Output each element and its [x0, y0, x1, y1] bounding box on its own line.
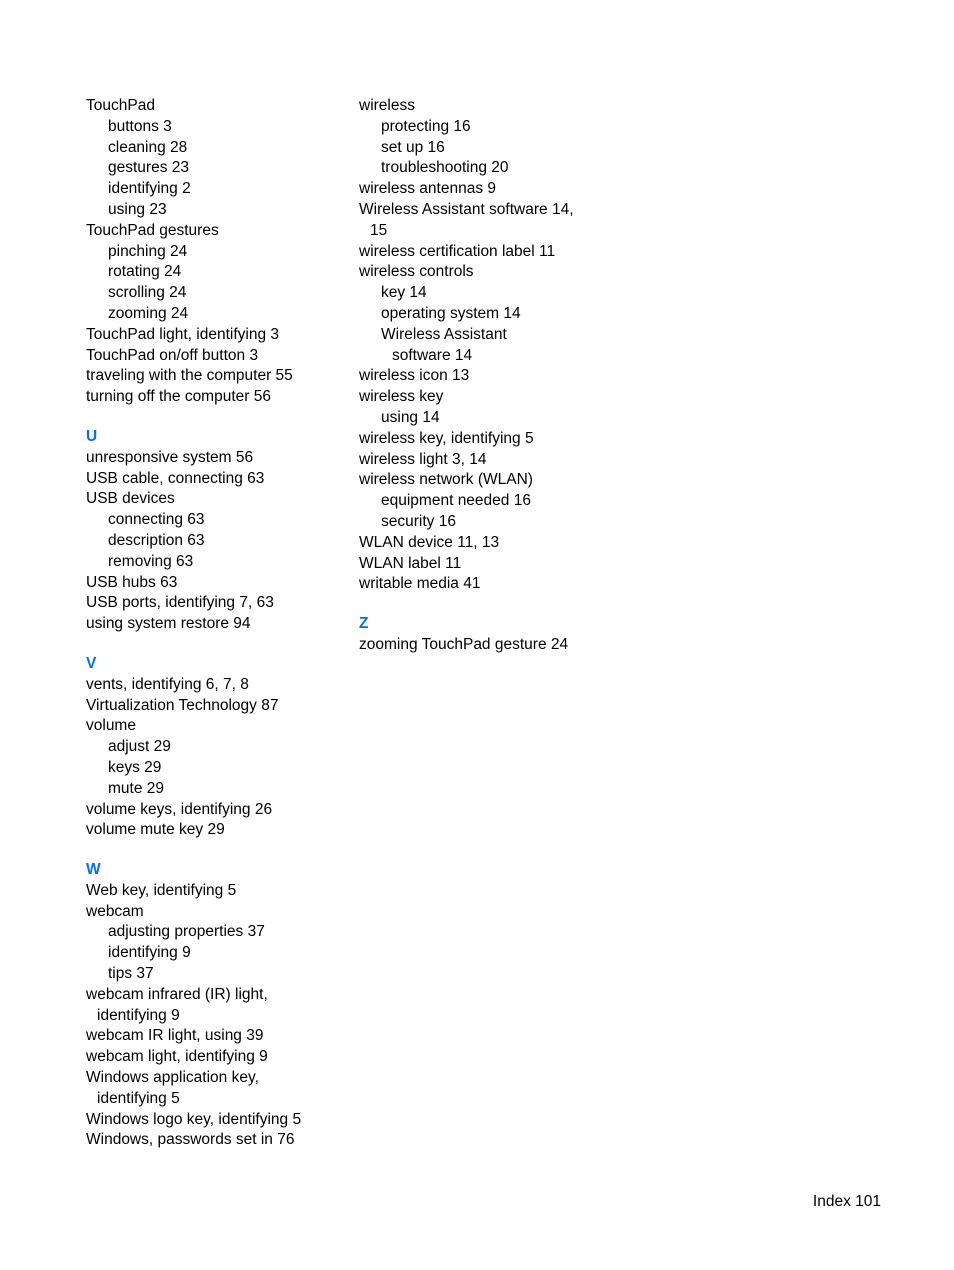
index-entry: TouchPad on/off button 3	[86, 346, 259, 364]
index-entry: unresponsive system 56	[86, 448, 254, 466]
index-subentry-continuation: software 14	[392, 346, 473, 364]
index-entry: wireless key	[359, 388, 444, 406]
index-entry: writable media 41	[359, 575, 481, 593]
index-subentry: rotating 24	[108, 263, 182, 281]
index-subentry: security 16	[381, 512, 456, 530]
index-subentry: using 23	[108, 200, 167, 218]
index-subentry: equipment needed 16	[381, 492, 531, 510]
index-entry: wireless controls	[359, 263, 474, 281]
index-entry: vents, identifying 6, 7, 8	[86, 675, 249, 693]
index-entry: Wireless Assistant software 14,	[359, 200, 574, 218]
index-entry: volume	[86, 717, 136, 735]
index-subentry: set up 16	[381, 138, 445, 156]
index-subentry: using 14	[381, 408, 440, 426]
index-subentry: pinching 24	[108, 242, 188, 260]
index-entry: volume keys, identifying 26	[86, 800, 273, 818]
index-letter-heading: U	[86, 427, 98, 445]
index-entry: webcam light, identifying 9	[86, 1048, 268, 1066]
index-entry: webcam infrared (IR) light,	[86, 985, 268, 1003]
index-entry: WLAN label 11	[359, 554, 462, 572]
index-entry: Windows, passwords set in 76	[86, 1131, 295, 1149]
index-entry: Virtualization Technology 87	[86, 696, 279, 714]
index-subentry: key 14	[381, 284, 427, 302]
index-subentry: adjust 29	[108, 738, 171, 756]
index-entry: wireless antennas 9	[359, 180, 496, 198]
index-subentry: tips 37	[108, 965, 154, 983]
index-subentry: keys 29	[108, 758, 162, 776]
index-letter-heading: W	[86, 861, 101, 879]
index-entry-continuation: 15	[370, 221, 388, 239]
index-column-right	[359, 96, 609, 656]
index-subentry: zooming 24	[108, 304, 189, 322]
index-entry: turning off the computer 56	[86, 388, 271, 406]
section-gap	[86, 635, 336, 654]
index-entry: using system restore 94	[86, 615, 251, 633]
index-entry: Windows logo key, identifying 5	[86, 1110, 302, 1128]
index-subentry: mute 29	[108, 779, 165, 797]
index-entry: WLAN device 11, 13	[359, 533, 500, 551]
index-subentry: removing 63	[108, 552, 194, 570]
index-entry: TouchPad light, identifying 3	[86, 325, 280, 343]
index-subentry: protecting 16	[381, 117, 471, 135]
index-subentry: identifying 2	[108, 180, 191, 198]
index-entry-continuation: identifying 5	[97, 1089, 180, 1107]
index-entry: wireless key, identifying 5	[359, 429, 534, 447]
index-entry: wireless certification label 11	[359, 242, 556, 260]
index-entry-continuation: identifying 9	[97, 1006, 180, 1024]
index-subentry: identifying 9	[108, 944, 191, 962]
index-subentry: buttons 3	[108, 117, 172, 135]
index-column-left	[86, 96, 336, 1151]
index-entry: wireless icon 13	[359, 367, 470, 385]
index-subentry: operating system 14	[381, 304, 521, 322]
index-subentry: troubleshooting 20	[381, 159, 509, 177]
index-entry: webcam IR light, using 39	[86, 1027, 264, 1045]
index-entry: Web key, identifying 5	[86, 881, 237, 899]
index-entry: wireless network (WLAN)	[359, 471, 533, 489]
index-entry: USB devices	[86, 490, 175, 508]
page-footer: Index 101	[812, 1193, 881, 1210]
index-entry: USB cable, connecting 63	[86, 469, 265, 487]
index-entry: Windows application key,	[86, 1069, 259, 1087]
index-entry: USB ports, identifying 7, 63	[86, 594, 274, 612]
index-entry: webcam	[86, 902, 144, 920]
index-entry: USB hubs 63	[86, 573, 178, 591]
index-entry: volume mute key 29	[86, 821, 225, 839]
index-subentry: adjusting properties 37	[108, 923, 265, 941]
index-entry: traveling with the computer 55	[86, 367, 293, 385]
index-subentry: gestures 23	[108, 159, 189, 177]
index-subentry: connecting 63	[108, 511, 205, 529]
index-entry: wireless	[359, 97, 415, 114]
section-gap	[359, 595, 609, 614]
index-subentry: Wireless Assistant	[381, 325, 507, 343]
section-gap	[86, 408, 336, 427]
index-entry: wireless light 3, 14	[359, 450, 487, 468]
index-letter-heading: Z	[359, 615, 369, 633]
index-entry: zooming TouchPad gesture 24	[359, 635, 569, 653]
index-entry: TouchPad	[86, 97, 155, 114]
index-subentry: description 63	[108, 531, 205, 549]
index-subentry: scrolling 24	[108, 284, 187, 302]
index-letter-heading: V	[86, 654, 97, 672]
section-gap	[86, 841, 336, 860]
index-subentry: cleaning 28	[108, 138, 188, 156]
index-entry: TouchPad gestures	[86, 221, 219, 239]
